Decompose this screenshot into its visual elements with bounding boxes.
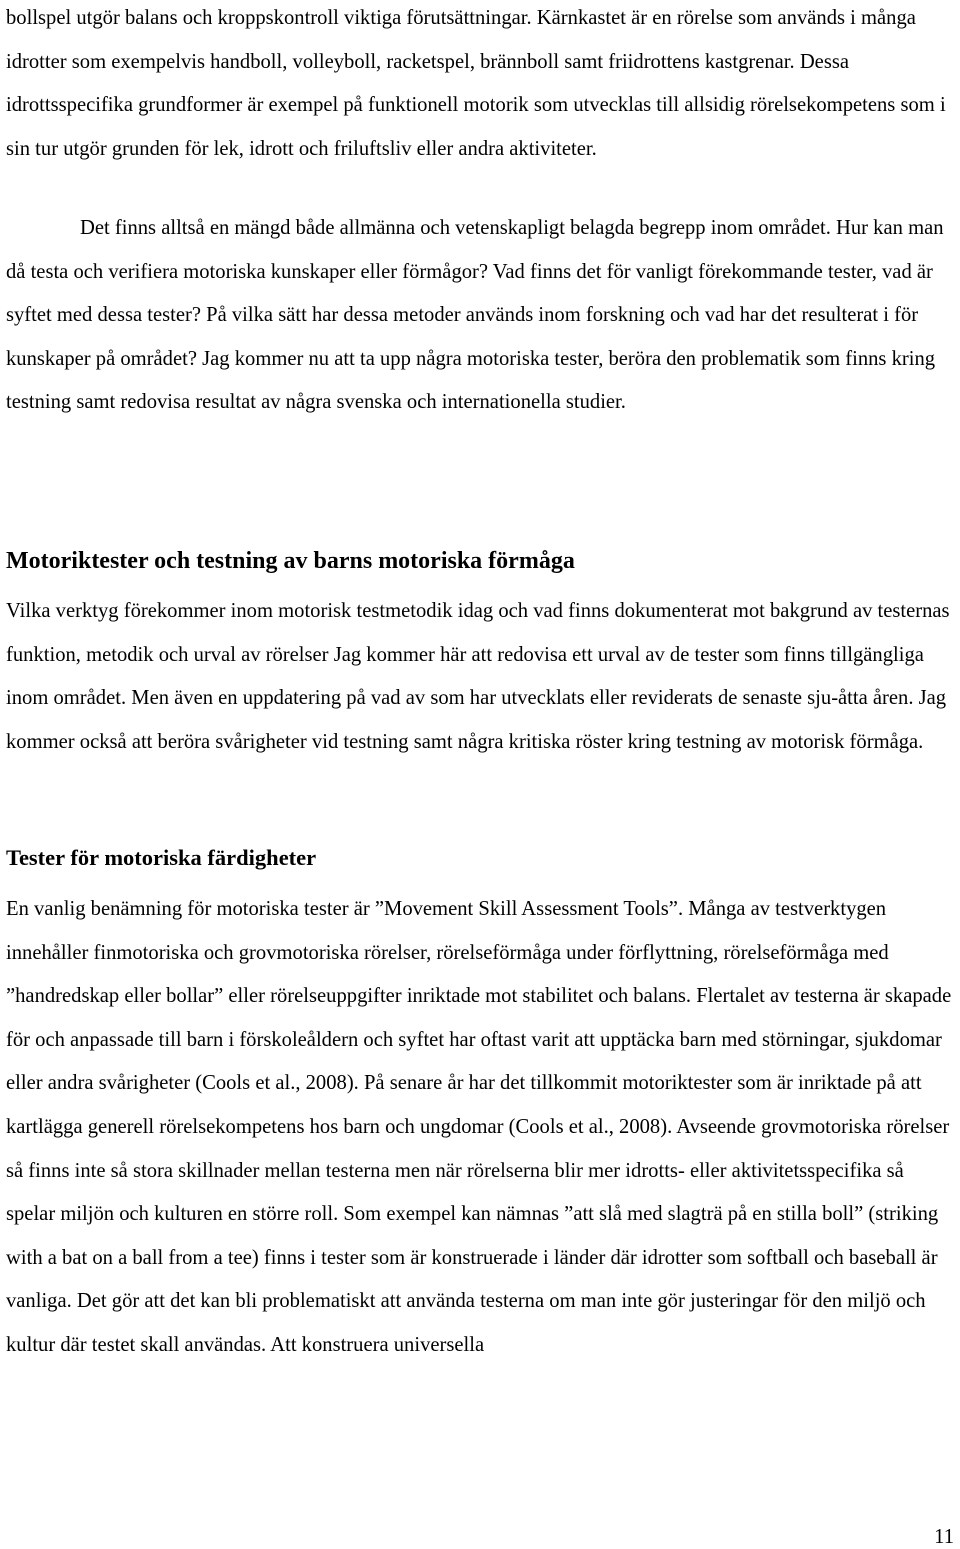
page-number: 11 [934, 1526, 954, 1548]
paragraph-motoriktester: Vilka verktyg förekommer inom motorisk testmetodik idag och vad finns dokumenterat mot bakgrund av testernas funktion, metodik och urval av rörelser Jag kommer här att redovisa ett urval av de tester som finns tillgängliga inom området. Men även en uppdatering på vad av som har utvecklats eller reviderats de senaste sju-åtta åren. Jag kommer också att beröra svårigheter vid testning samt några kritiska röster kring testning av motorisk förmåga. [6, 600, 950, 753]
paragraph-intro: bollspel utgör balans och kroppskontroll viktiga förutsättningar. Kärnkastet är en rörelse som används i många idrotter som exempelvis handboll, volleyboll, racketspel, brännboll samt friidrottens kastgrenar. Dessa idrottsspecifika grundformer är exempel på funktionell motorik som utvecklas till allsidig rörelsekompetens som i sin tur utgör grunden för lek, idrott och friluftsliv eller andra aktiviteter. [6, 7, 946, 160]
section-heading-motoriktester: Motoriktester och testning av barns motoriska förmåga [6, 548, 575, 574]
paragraph-questions: Det finns alltså en mängd både allmänna och vetenskapligt belagda begrepp inom området. Hur kan man då testa och verifiera motoriska kunskaper eller förmågor? Vad finns det för vanligt förekommande tester, vad är syftet med dessa tester? På vilka sätt har dessa metoder används inom forskning och vad har det resulterat i för kunskaper på området? Jag kommer nu att ta upp några motoriska tester, beröra den problematik som finns kring testning samt redovisa resultat av några svenska och internationella studier. [6, 217, 944, 414]
paragraph-tester: En vanlig benämning för motoriska tester är ”Movement Skill Assessment Tools”. Många av testverktygen innehåller finmotoriska och grovmotoriska rörelser, rörelseförmåga under förflyttning, rörelseförmåga med ”handredskap eller bollar” eller rörelseuppgifter inriktade mot stabilitet och balans. Flertalet av testerna är skapade för och anpassade till barn i förskoleåldern och syftet har oftast varit att upptäcka barn med störningar, sjukdomar eller andra svårigheter (Cools et al., 2008). På senare år har det tillkommit motoriktester som är inriktade på att kartlägga generell rörelsekompetens hos barn och ungdomar (Cools et al., 2008). Avseende grovmotoriska rörelser så finns inte så stora skillnader mellan testerna men när rörelserna blir mer idrotts- eller aktivitetsspecifika så spelar miljön och kulturen en större roll. Som exempel kan nämnas ”att slå med slagträ på en stilla boll” (striking with a bat on a ball from a tee) finns i tester som är konstruerade i länder där idrotter som softball och baseball är vanliga. Det gör att det kan bli problematiskt att använda testerna om man inte gör justeringar för den miljö och kultur där testet skall användas. Att konstruera universella [6, 898, 952, 1356]
section-heading-tester: Tester för motoriska färdigheter [6, 845, 317, 870]
